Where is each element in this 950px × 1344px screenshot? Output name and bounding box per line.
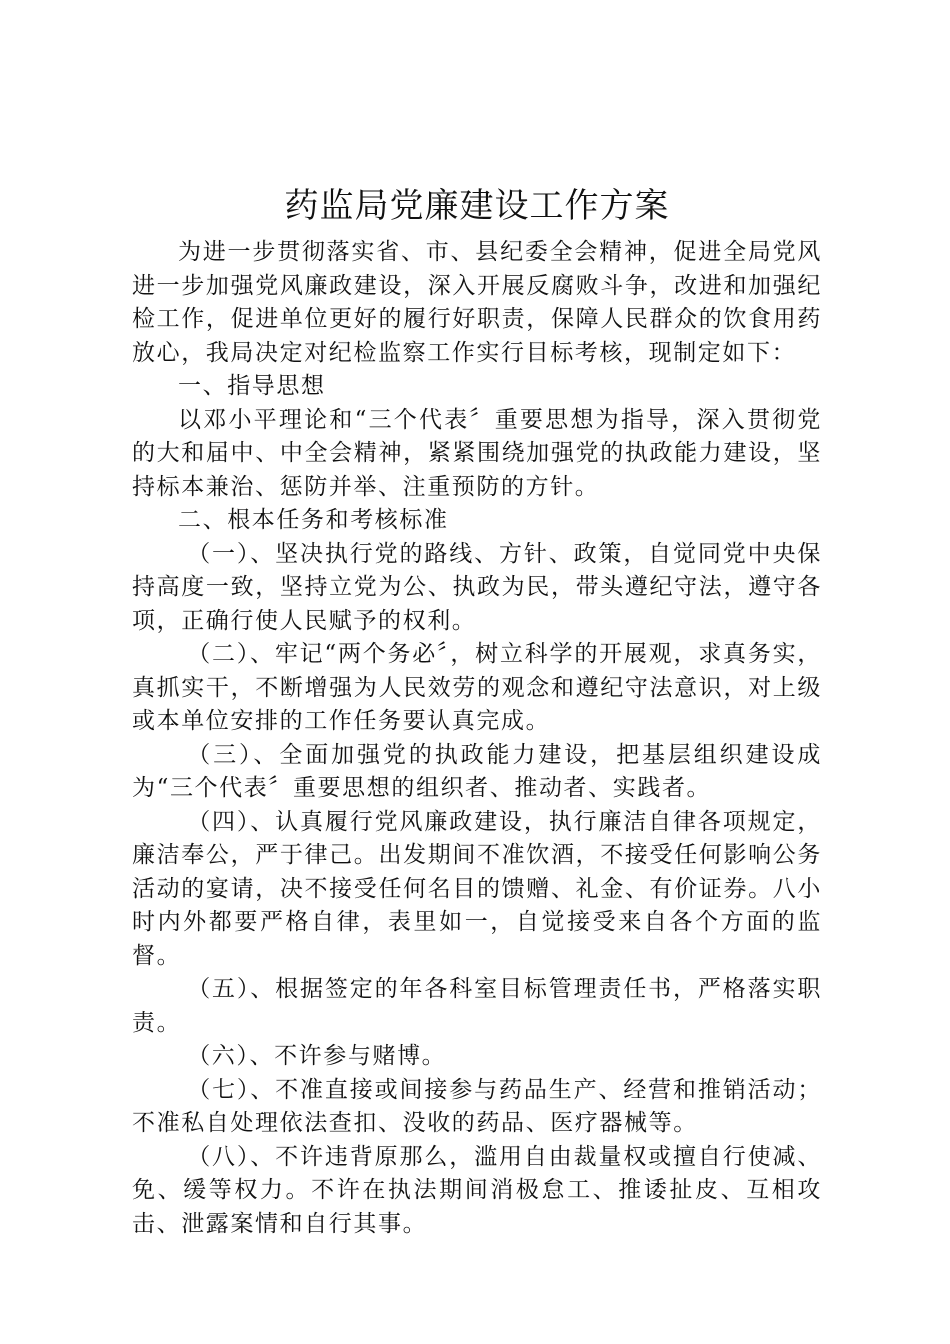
document-title: 药监局党廉建设工作方案 bbox=[284, 186, 670, 226]
task-item-5: （五）、根据签定的年各科室目标管理责任书，严格落实职责。 bbox=[132, 976, 822, 1036]
document-page bbox=[132, 176, 822, 1241]
task-item-7: （七）、不准直接或间接参与药品生产、经营和推销活动；不准私自处理依法查扣、没收的药品、医疗器械等。 bbox=[132, 1076, 822, 1136]
section-heading-tasks-and-standards: 二、根本任务和考核标准 bbox=[178, 507, 449, 533]
intro-paragraph: 为进一步贯彻落实省、市、县纪委全会精神，促进全局党风进一步加强党风廉政建设，深入开展反腐败斗争，改进和加强纪检工作，促进单位更好的履行好职责，保障人民群众的饮食用药放心，我局决定对纪检监察工作实行目标考核，现制定如下： bbox=[132, 239, 822, 366]
task-item-6: （六）、不许参与赌博。 bbox=[187, 1043, 447, 1069]
task-item-3: （三）、全面加强党的执政能力建设，把基层组织建设成为“三个代表〞重要思想的组织者、推动者、实践者。 bbox=[132, 741, 822, 801]
task-item-1: （一）、坚决执行党的路线、方针、政策，自觉同党中央保持高度一致，坚持立党为公、执政为民，带头遵纪守法，遵守各项，正确行使人民赋予的权利。 bbox=[132, 540, 822, 634]
section-heading-guiding-ideology: 一、指导思想 bbox=[178, 373, 326, 399]
task-item-8: （八）、不许违背原那么，滥用自由裁量权或擅自行使减、免、缓等权力。不许在执法期间消极怠工、推诿扯皮、互相攻击、泄露案情和自行其事。 bbox=[132, 1143, 822, 1237]
task-item-4: （四）、认真履行党风廉政建设，执行廉洁自律各项规定，廉洁奉公，严于律己。出发期间不准饮酒，不接受任何影响公务活动的宴请，决不接受任何名目的馈赠、礼金、有价证券。八小时内外都要严格自律，表里如一，自觉接受来自各个方面的监督。 bbox=[132, 808, 822, 969]
guiding-ideology-paragraph: 以邓小平理论和“三个代表〞重要思想为指导，深入贯彻党的大和届中、中全会精神，紧紧围绕加强党的执政能力建设，坚持标本兼治、惩防并举、注重预防的方针。 bbox=[132, 406, 822, 500]
document-body bbox=[132, 236, 822, 1241]
task-item-2: （二）、牢记“两个务必〞，树立科学的开展观，求真务实，真抓实干，不断增强为人民效劳的观念和遵纪守法意识，对上级或本单位安排的工作任务要认真完成。 bbox=[132, 641, 822, 734]
